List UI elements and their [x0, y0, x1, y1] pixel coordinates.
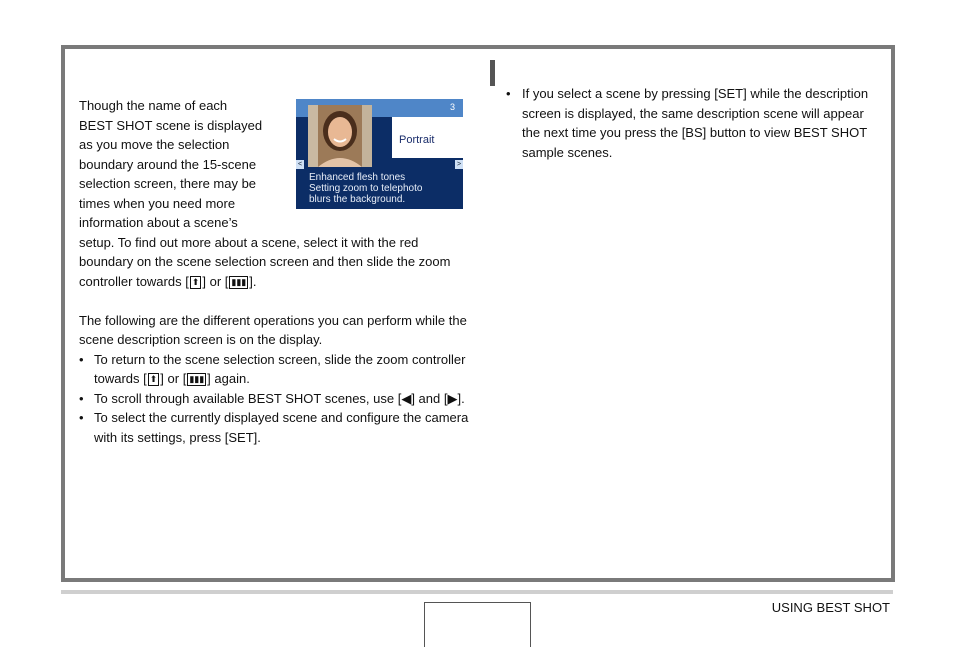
scene-name: Portrait: [399, 134, 435, 146]
notes-list: [506, 84, 878, 162]
operations-intro: The following are the different operations you can perform while the scene description screen is on the display.: [79, 312, 467, 347]
intro-line-7: information about a scene’s: [79, 215, 238, 230]
bullet-glyph: •: [506, 86, 511, 101]
intro-line-2: BEST SHOT scene is displayed: [79, 117, 263, 133]
portrait-photo-illustration: [308, 105, 372, 167]
bullet-1-b: ] or [: [160, 371, 187, 386]
camera-lcd-screen: [296, 99, 463, 209]
portrait-photo: [308, 105, 372, 167]
intro-line-3: as you move the selection: [79, 137, 230, 152]
description-line-1: Enhanced flesh tones: [309, 172, 406, 183]
intro-rest-c: ].: [249, 273, 257, 289]
list-item: [79, 389, 469, 409]
intro-line-5: selection screen, there may be: [79, 176, 257, 191]
wide-angle-icon: ▮▮▮: [189, 374, 205, 385]
intro-rest-a: setup. To find out more about a scene, select it with the red boundary on the scene selection screen and then slide the zoom controller towards [: [79, 234, 451, 289]
scroll-right-icon: >: [456, 161, 462, 168]
bullet-glyph: •: [79, 351, 84, 367]
bullet-1-a: To return to the scene selection screen, slide the zoom controller towards [: [94, 351, 466, 386]
scroll-left-icon: <: [297, 161, 303, 168]
list-item: [79, 350, 469, 389]
intro-line-4: boundary around the 15-scene: [79, 156, 257, 172]
bullet-glyph: •: [79, 410, 84, 425]
wide-angle-icon: ▮▮▮: [231, 276, 247, 287]
description-line-3: blurs the background.: [309, 194, 406, 205]
operations-list: [79, 350, 469, 448]
telephoto-icon: ⬆: [191, 276, 200, 287]
section-title-footer: USING BEST SHOT: [771, 600, 890, 615]
list-item: [506, 84, 878, 162]
section-marker-bar: [490, 60, 495, 86]
intro-continuation: [79, 233, 469, 292]
scene-description: [309, 172, 422, 205]
bullet-glyph: •: [79, 390, 84, 406]
page-number-box: [424, 602, 531, 647]
list-item: [79, 408, 469, 447]
telephoto-icon: ⬆: [149, 374, 158, 385]
right-column: [506, 84, 878, 162]
footer-rule: [61, 590, 893, 594]
scene-number: 3: [449, 102, 455, 112]
intro-rest-b: ] or [: [202, 273, 229, 289]
bullet-3-text: To select the currently displayed scene and configure the camera with its settings, press [SET].: [94, 410, 469, 445]
note-text: If you select a scene by pressing [SET] while the description screen is displayed, the same description scene will appear the next time you press the [BS] button to view BEST SHOT sample scenes.: [522, 86, 869, 160]
bullet-2-text: To scroll through available BEST SHOT scenes, use [◀] and [▶].: [94, 390, 465, 406]
intro-line-6: times when you need more: [79, 195, 236, 211]
bullet-1-c: ] again.: [207, 371, 250, 386]
description-line-2: Setting zoom to telephoto: [309, 183, 423, 194]
intro-line-1: Though the name of each: [79, 98, 228, 113]
